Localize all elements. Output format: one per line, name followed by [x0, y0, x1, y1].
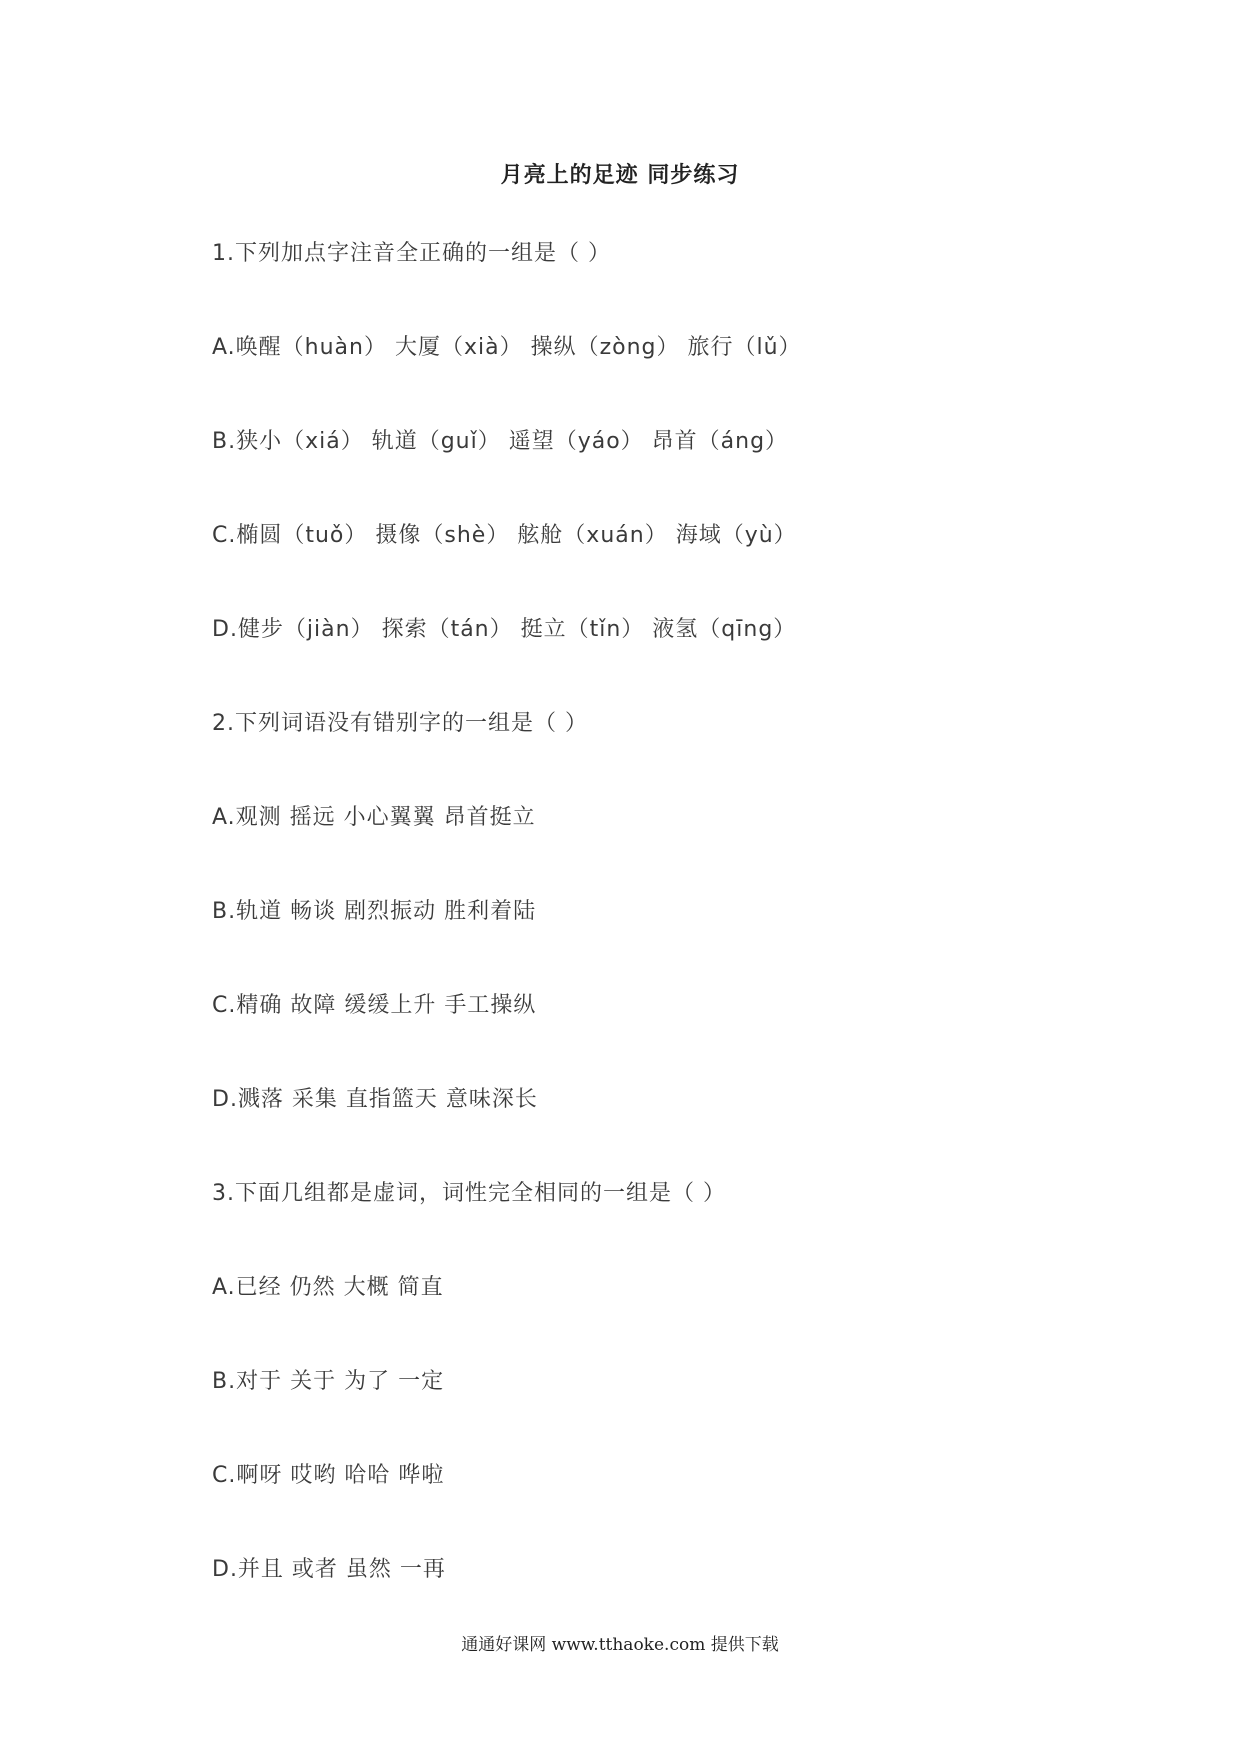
- question-3-option-c: C.啊呀 哎哟 哈哈 哗啦: [212, 1463, 445, 1488]
- question-3-stem: 3.下面几组都是虚词，词性完全相同的一组是（ ）: [212, 1181, 726, 1206]
- question-3-option-a: A.已经 仍然 大概 简直: [212, 1275, 444, 1300]
- document-title: 月亮上的足迹 同步练习: [500, 163, 740, 188]
- question-2-option-b: B.轨道 畅谈 剧烈振动 胜利着陆: [212, 899, 537, 924]
- question-1-option-d: D.健步（jiàn） 探索（tán） 挺立（tǐn） 液氢（qīng）: [212, 617, 797, 642]
- question-2-option-a: A.观测 摇远 小心翼翼 昂首挺立: [212, 805, 536, 830]
- question-2-option-d: D.溅落 采集 直指篮天 意味深长: [212, 1087, 538, 1112]
- question-1-stem: 1.下列加点字注音全正确的一组是（ ）: [212, 241, 611, 266]
- question-1-option-c: C.椭圆（tuǒ） 摄像（shè） 舷舱（xuán） 海域（yù）: [212, 523, 797, 548]
- question-3-option-d: D.并且 或者 虽然 一再: [212, 1557, 446, 1582]
- question-3-option-b: B.对于 关于 为了 一定: [212, 1369, 445, 1394]
- question-1-option-b: B.狭小（xiá） 轨道（guǐ） 遥望（yáo） 昂首（áng）: [212, 429, 789, 454]
- page-footer: 通通好课网 www.tthaoke.com 提供下载: [461, 1635, 779, 1655]
- question-2-option-c: C.精确 故障 缓缓上升 手工操纵: [212, 993, 537, 1018]
- question-1-option-a: A.唤醒（huàn） 大厦（xià） 操纵（zòng） 旅行（lǔ）: [212, 335, 802, 360]
- question-2-stem: 2.下列词语没有错别字的一组是（ ）: [212, 711, 588, 736]
